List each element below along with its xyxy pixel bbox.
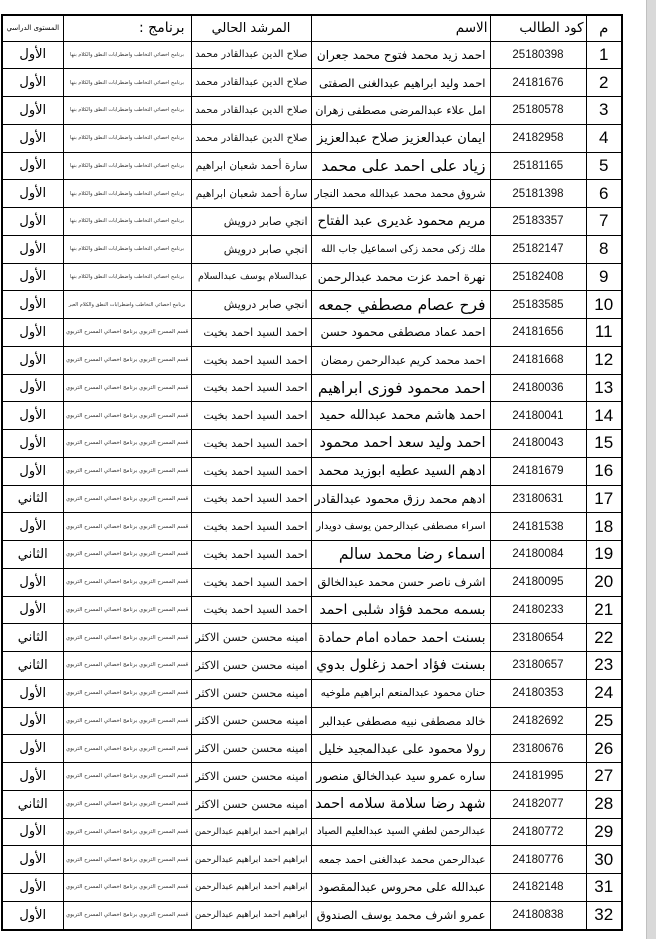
- table-row: [2, 69, 622, 97]
- table-row: [2, 291, 622, 319]
- student-code-cell: 24181668: [490, 346, 586, 374]
- academic-level-cell: الأول: [2, 763, 63, 791]
- student-code-cell: 24180353: [490, 679, 586, 707]
- academic-level-cell: الأول: [2, 208, 63, 236]
- advisor-cell: امينه محسن حسن الاكثر: [191, 652, 311, 680]
- program-cell: برنامج اخصائي التخاطب واضطرابات النطق والكلام بنها: [63, 152, 191, 180]
- header-academic-level: المستوى الدراسي: [2, 15, 63, 41]
- advisor-cell: امينه محسن حسن الاكثر: [191, 735, 311, 763]
- advisor-cell: ابراهيم احمد ابراهيم عبدالرحمن: [191, 874, 311, 902]
- program-cell: برنامج اخصائي التخاطب واضطرابات النطق والكلام بنها: [63, 124, 191, 152]
- academic-level-cell: الأول: [2, 402, 63, 430]
- student-name-cell: رولا محمود على عبدالمجيد خليل: [311, 735, 490, 763]
- student-name-cell: حنان محمود عبدالمنعم ابراهيم ملوخيه: [311, 679, 490, 707]
- table-row: [2, 152, 622, 180]
- table-row: [2, 180, 622, 208]
- student-name-cell: بسنت فؤاد احمد زغلول بدوي: [311, 652, 490, 680]
- program-cell: برنامج اخصائي التخاطب واضطرابات النطق والكلام بنها: [63, 41, 191, 69]
- program-cell: قسم المسرح التربوي برنامج اخصائي المسرح التربوي: [63, 901, 191, 930]
- advisor-cell: صلاح الدين عبدالقادر محمد: [191, 41, 311, 69]
- student-name-cell: عبدالرحمن لطفي السيد عبدالعليم الصياد: [311, 818, 490, 846]
- header-advisor: المرشد الحالي: [191, 15, 311, 41]
- advisor-cell: ابراهيم احمد ابراهيم عبدالرحمن: [191, 818, 311, 846]
- row-number-cell: 23: [586, 652, 622, 680]
- table-row: [2, 846, 622, 874]
- program-cell: قسم المسرح التربوي برنامج اخصائي المسرح التربوي: [63, 319, 191, 347]
- table-row: [2, 568, 622, 596]
- academic-level-cell: الثاني: [2, 541, 63, 569]
- student-code-cell: 24181538: [490, 513, 586, 541]
- header-row-number: م: [586, 15, 622, 41]
- academic-level-cell: الثاني: [2, 790, 63, 818]
- academic-level-cell: الأول: [2, 152, 63, 180]
- program-cell: قسم المسرح التربوي برنامج اخصائي المسرح التربوي: [63, 707, 191, 735]
- student-code-cell: 24180772: [490, 818, 586, 846]
- academic-level-cell: الأول: [2, 513, 63, 541]
- student-name-cell: اشرف ناصر حسن محمد عبدالخالق: [311, 568, 490, 596]
- academic-level-cell: الأول: [2, 735, 63, 763]
- table-row: [2, 124, 622, 152]
- student-code-cell: 24182958: [490, 124, 586, 152]
- advisor-cell: انجي صابر درويش: [191, 235, 311, 263]
- student-code-cell: 24181995: [490, 763, 586, 791]
- row-number-cell: 17: [586, 485, 622, 513]
- row-number-cell: 7: [586, 208, 622, 236]
- academic-level-cell: الأول: [2, 346, 63, 374]
- program-cell: قسم المسرح التربوي برنامج اخصائي المسرح التربوي: [63, 513, 191, 541]
- academic-level-cell: الأول: [2, 263, 63, 291]
- academic-level-cell: الأول: [2, 319, 63, 347]
- academic-level-cell: الثاني: [2, 652, 63, 680]
- student-name-cell: اسماء رضا محمد سالم: [311, 541, 490, 569]
- program-cell: برنامج اخصائي التخاطب واضطرابات النطق والكلام بنها: [63, 69, 191, 97]
- academic-level-cell: الأول: [2, 97, 63, 125]
- program-cell: قسم المسرح التربوي برنامج اخصائي المسرح التربوي: [63, 846, 191, 874]
- student-code-cell: 24182148: [490, 874, 586, 902]
- table-row: [2, 679, 622, 707]
- table-row: [2, 763, 622, 791]
- advisor-cell: احمد السيد احمد بخيت: [191, 541, 311, 569]
- row-number-cell: 12: [586, 346, 622, 374]
- program-cell: برنامج اخصائي التخاطب واضطرابات النطق والكلام العبر: [63, 291, 191, 319]
- program-cell: برنامج اخصائي التخاطب واضطرابات النطق والكلام بنها: [63, 97, 191, 125]
- row-number-cell: 24: [586, 679, 622, 707]
- program-cell: قسم المسرح التربوي برنامج اخصائي المسرح التربوي: [63, 457, 191, 485]
- advisor-cell: احمد السيد احمد بخيت: [191, 485, 311, 513]
- academic-level-cell: الثاني: [2, 624, 63, 652]
- student-name-cell: احمد هاشم محمد عبدالله حميد: [311, 402, 490, 430]
- academic-level-cell: الأول: [2, 707, 63, 735]
- student-name-cell: احمد محمود فوزى ابراهيم: [311, 374, 490, 402]
- row-number-cell: 26: [586, 735, 622, 763]
- program-cell: قسم المسرح التربوي برنامج اخصائي المسرح التربوي: [63, 763, 191, 791]
- student-name-cell: شهد رضا سلامة سلامه احمد: [311, 790, 490, 818]
- academic-level-cell: الأول: [2, 180, 63, 208]
- student-name-cell: عبدالرحمن محمد عبدالغنى احمد جمعه: [311, 846, 490, 874]
- student-code-cell: 23180657: [490, 652, 586, 680]
- academic-level-cell: الأول: [2, 430, 63, 458]
- row-number-cell: 3: [586, 97, 622, 125]
- row-number-cell: 6: [586, 180, 622, 208]
- advisor-cell: ابراهيم احمد ابراهيم عبدالرحمن: [191, 901, 311, 930]
- table-row: [2, 513, 622, 541]
- student-name-cell: ادهم السيد عطيه ابوزيد محمد: [311, 457, 490, 485]
- academic-level-cell: الأول: [2, 846, 63, 874]
- student-code-cell: 23180676: [490, 735, 586, 763]
- table-row: [2, 541, 622, 569]
- advisor-cell: انجي صابر درويش: [191, 291, 311, 319]
- table-row: [2, 208, 622, 236]
- academic-level-cell: الأول: [2, 69, 63, 97]
- row-number-cell: 20: [586, 568, 622, 596]
- academic-level-cell: الأول: [2, 457, 63, 485]
- student-name-cell: مريم محمود غديرى عبد الفتاح: [311, 208, 490, 236]
- advisor-cell: صلاح الدين عبدالقادر محمد: [191, 97, 311, 125]
- academic-level-cell: الأول: [2, 41, 63, 69]
- student-code-cell: 24180041: [490, 402, 586, 430]
- student-code-cell: 24180043: [490, 430, 586, 458]
- student-name-cell: ادهم محمد رزق محمود عبدالقادر: [311, 485, 490, 513]
- academic-level-cell: الأول: [2, 596, 63, 624]
- program-cell: قسم المسرح التربوي برنامج اخصائي المسرح التربوي: [63, 624, 191, 652]
- table-row: [2, 263, 622, 291]
- student-code-cell: 24180776: [490, 846, 586, 874]
- student-name-cell: بسمه محمد فؤاد شلبى احمد: [311, 596, 490, 624]
- page-edge-strip: [646, 0, 656, 939]
- program-cell: قسم المسرح التربوي برنامج اخصائي المسرح التربوي: [63, 346, 191, 374]
- academic-level-cell: الأول: [2, 568, 63, 596]
- advisor-cell: صلاح الدين عبدالقادر محمد: [191, 69, 311, 97]
- row-number-cell: 18: [586, 513, 622, 541]
- student-code-cell: 23180654: [490, 624, 586, 652]
- academic-level-cell: الأول: [2, 235, 63, 263]
- table-row: [2, 735, 622, 763]
- row-number-cell: 27: [586, 763, 622, 791]
- academic-level-cell: الأول: [2, 374, 63, 402]
- row-number-cell: 8: [586, 235, 622, 263]
- table-row: [2, 707, 622, 735]
- student-code-cell: 25180398: [490, 41, 586, 69]
- academic-level-cell: الأول: [2, 124, 63, 152]
- table-row: [2, 97, 622, 125]
- program-cell: قسم المسرح التربوي برنامج اخصائي المسرح التربوي: [63, 790, 191, 818]
- row-number-cell: 5: [586, 152, 622, 180]
- table-row: [2, 402, 622, 430]
- academic-level-cell: الأول: [2, 818, 63, 846]
- advisor-cell: صلاح الدين عبدالقادر محمد: [191, 124, 311, 152]
- academic-level-cell: الأول: [2, 291, 63, 319]
- table-row: [2, 430, 622, 458]
- program-cell: قسم المسرح التربوي برنامج اخصائي المسرح التربوي: [63, 374, 191, 402]
- advisor-cell: امينه محسن حسن الاكثر: [191, 679, 311, 707]
- row-number-cell: 28: [586, 790, 622, 818]
- table-row: [2, 874, 622, 902]
- program-cell: قسم المسرح التربوي برنامج اخصائي المسرح التربوي: [63, 652, 191, 680]
- program-cell: قسم المسرح التربوي برنامج اخصائي المسرح التربوي: [63, 402, 191, 430]
- advisor-cell: احمد السيد احمد بخيت: [191, 568, 311, 596]
- student-name-cell: احمد زيد محمد فتوح محمد جعران: [311, 41, 490, 69]
- advisor-cell: امينه محسن حسن الاكثر: [191, 624, 311, 652]
- student-name-cell: امل علاء عبدالمرضى مصطفى زهران: [311, 97, 490, 125]
- row-number-cell: 11: [586, 319, 622, 347]
- advisor-cell: احمد السيد احمد بخيت: [191, 430, 311, 458]
- row-number-cell: 2: [586, 69, 622, 97]
- student-code-cell: 24180036: [490, 374, 586, 402]
- academic-level-cell: الثاني: [2, 485, 63, 513]
- advisor-cell: سارة أحمد شعبان ابراهيم: [191, 152, 311, 180]
- academic-level-cell: الأول: [2, 874, 63, 902]
- advisor-cell: احمد السيد احمد بخيت: [191, 457, 311, 485]
- student-code-cell: 24182077: [490, 790, 586, 818]
- table-row: [2, 624, 622, 652]
- header-row: [2, 15, 622, 41]
- program-cell: برنامج اخصائي التخاطب واضطرابات النطق والكلام بنها: [63, 235, 191, 263]
- row-number-cell: 29: [586, 818, 622, 846]
- row-number-cell: 14: [586, 402, 622, 430]
- student-code-cell: 25181398: [490, 180, 586, 208]
- student-code-cell: 24181656: [490, 319, 586, 347]
- student-code-cell: 25180578: [490, 97, 586, 125]
- student-name-cell: خالد مصطفى نبيه مصطفى عبدالبر: [311, 707, 490, 735]
- program-cell: قسم المسرح التربوي برنامج اخصائي المسرح التربوي: [63, 735, 191, 763]
- advisor-cell: ابراهيم احمد ابراهيم عبدالرحمن: [191, 846, 311, 874]
- student-name-cell: نهرة احمد عزت محمد عبدالرحمن: [311, 263, 490, 291]
- student-code-cell: 24181679: [490, 457, 586, 485]
- program-cell: برنامج اخصائي التخاطب واضطرابات النطق والكلام بنها: [63, 208, 191, 236]
- program-cell: برنامج اخصائي التخاطب واضطرابات النطق والكلام بنها: [63, 180, 191, 208]
- table-row: [2, 790, 622, 818]
- student-code-cell: 23180631: [490, 485, 586, 513]
- header-student-code: كود الطالب: [490, 15, 586, 41]
- student-code-cell: 24180084: [490, 541, 586, 569]
- advisor-cell: احمد السيد احمد بخيت: [191, 596, 311, 624]
- header-student-name: الاسم: [311, 15, 490, 41]
- table-row: [2, 485, 622, 513]
- program-cell: قسم المسرح التربوي برنامج اخصائي المسرح التربوي: [63, 485, 191, 513]
- academic-level-cell: الأول: [2, 679, 63, 707]
- row-number-cell: 9: [586, 263, 622, 291]
- table-row: [2, 346, 622, 374]
- advisor-cell: احمد السيد احمد بخيت: [191, 402, 311, 430]
- student-code-cell: 25183357: [490, 208, 586, 236]
- student-code-cell: 24181676: [490, 69, 586, 97]
- program-cell: قسم المسرح التربوي برنامج اخصائي المسرح التربوي: [63, 596, 191, 624]
- row-number-cell: 15: [586, 430, 622, 458]
- student-code-cell: 24180838: [490, 901, 586, 930]
- table-row: [2, 901, 622, 930]
- student-code-cell: 25182147: [490, 235, 586, 263]
- row-number-cell: 30: [586, 846, 622, 874]
- student-name-cell: احمد وليد ابراهيم عبدالغنى الصفتى: [311, 69, 490, 97]
- students-roster-table: [1, 14, 623, 931]
- advisor-cell: احمد السيد احمد بخيت: [191, 319, 311, 347]
- student-name-cell: عمرو اشرف محمد يوسف الصندوق: [311, 901, 490, 930]
- table-row: [2, 41, 622, 69]
- header-program: برنامج :: [63, 15, 191, 41]
- advisor-cell: احمد السيد احمد بخيت: [191, 374, 311, 402]
- row-number-cell: 22: [586, 624, 622, 652]
- row-number-cell: 31: [586, 874, 622, 902]
- table-header: [2, 15, 622, 41]
- advisor-cell: احمد السيد احمد بخيت: [191, 513, 311, 541]
- row-number-cell: 1: [586, 41, 622, 69]
- advisor-cell: احمد السيد احمد بخيت: [191, 346, 311, 374]
- student-code-cell: 25182408: [490, 263, 586, 291]
- row-number-cell: 13: [586, 374, 622, 402]
- student-name-cell: فرح عصام مصطفي جمعه: [311, 291, 490, 319]
- student-name-cell: اسراء مصطفى عبدالرحمن يوسف دويدار: [311, 513, 490, 541]
- table-row: [2, 818, 622, 846]
- table-row: [2, 235, 622, 263]
- table-row: [2, 374, 622, 402]
- student-name-cell: زياد على احمد على محمد: [311, 152, 490, 180]
- student-name-cell: احمد محمد كريم عبدالرحمن رمضان: [311, 346, 490, 374]
- row-number-cell: 25: [586, 707, 622, 735]
- advisor-cell: امينه محسن حسن الاكثر: [191, 790, 311, 818]
- student-code-cell: 24182692: [490, 707, 586, 735]
- row-number-cell: 21: [586, 596, 622, 624]
- table-row: [2, 319, 622, 347]
- student-code-cell: 24180233: [490, 596, 586, 624]
- student-code-cell: 25183585: [490, 291, 586, 319]
- advisor-cell: انجي صابر درويش: [191, 208, 311, 236]
- program-cell: قسم المسرح التربوي برنامج اخصائي المسرح التربوي: [63, 430, 191, 458]
- row-number-cell: 10: [586, 291, 622, 319]
- advisor-cell: امينه محسن حسن الاكثر: [191, 707, 311, 735]
- student-name-cell: ايمان عبدالعزيز صلاح عبدالعزيز: [311, 124, 490, 152]
- student-name-cell: بسنت احمد حماده امام حمادة: [311, 624, 490, 652]
- advisor-cell: عبدالسلام يوسف عبدالسلام: [191, 263, 311, 291]
- table-row: [2, 457, 622, 485]
- student-name-cell: احمد وليد سعد احمد محمود: [311, 430, 490, 458]
- student-name-cell: احمد عماد مصطفى محمود حسن: [311, 319, 490, 347]
- table-row: [2, 596, 622, 624]
- student-code-cell: 25181165: [490, 152, 586, 180]
- program-cell: قسم المسرح التربوي برنامج اخصائي المسرح التربوي: [63, 541, 191, 569]
- student-name-cell: عبدالله على محروس عبدالمقصود: [311, 874, 490, 902]
- table-body: [2, 41, 622, 930]
- program-cell: قسم المسرح التربوي برنامج اخصائي المسرح التربوي: [63, 818, 191, 846]
- program-cell: برنامج اخصائي التخاطب واضطرابات النطق والكلام بنها: [63, 263, 191, 291]
- student-name-cell: ملك زكى محمد زكى اسماعيل جاب الله: [311, 235, 490, 263]
- student-code-cell: 24180095: [490, 568, 586, 596]
- row-number-cell: 32: [586, 901, 622, 930]
- academic-level-cell: الأول: [2, 901, 63, 930]
- program-cell: قسم المسرح التربوي برنامج اخصائي المسرح التربوي: [63, 874, 191, 902]
- student-name-cell: ساره عمرو سيد عبدالخالق منصور: [311, 763, 490, 791]
- row-number-cell: 4: [586, 124, 622, 152]
- row-number-cell: 16: [586, 457, 622, 485]
- program-cell: قسم المسرح التربوي برنامج اخصائي المسرح التربوي: [63, 568, 191, 596]
- program-cell: قسم المسرح التربوي برنامج اخصائي المسرح التربوي: [63, 679, 191, 707]
- row-number-cell: 19: [586, 541, 622, 569]
- student-name-cell: شروق محمد محمد عبدالله محمد النجار: [311, 180, 490, 208]
- advisor-cell: امينه محسن حسن الاكثر: [191, 763, 311, 791]
- table-row: [2, 652, 622, 680]
- advisor-cell: سارة أحمد شعبان ابراهيم: [191, 180, 311, 208]
